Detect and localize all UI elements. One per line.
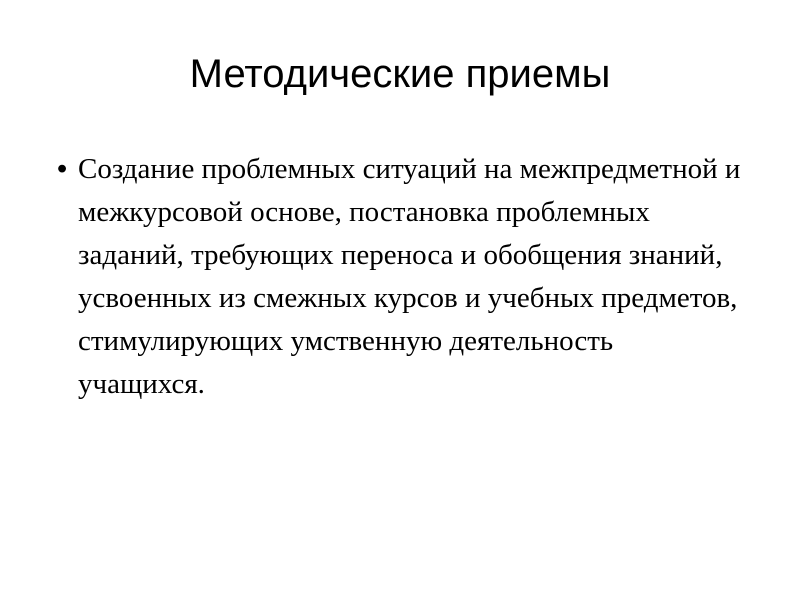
slide-title: Методические приемы xyxy=(189,52,611,96)
bullet-text: Создание проблемных ситуаций на межпредметной и межкурсовой основе, постановка проблемных заданий, требующих переноса и обобщения знаний, усвоенных из смежных курсов и учебных предметов, стимулирующих умственную деятельность учащихся. xyxy=(78,153,741,400)
bullet-list xyxy=(57,148,747,406)
bullet-item xyxy=(57,148,747,406)
bullet-marker: • xyxy=(57,153,68,185)
